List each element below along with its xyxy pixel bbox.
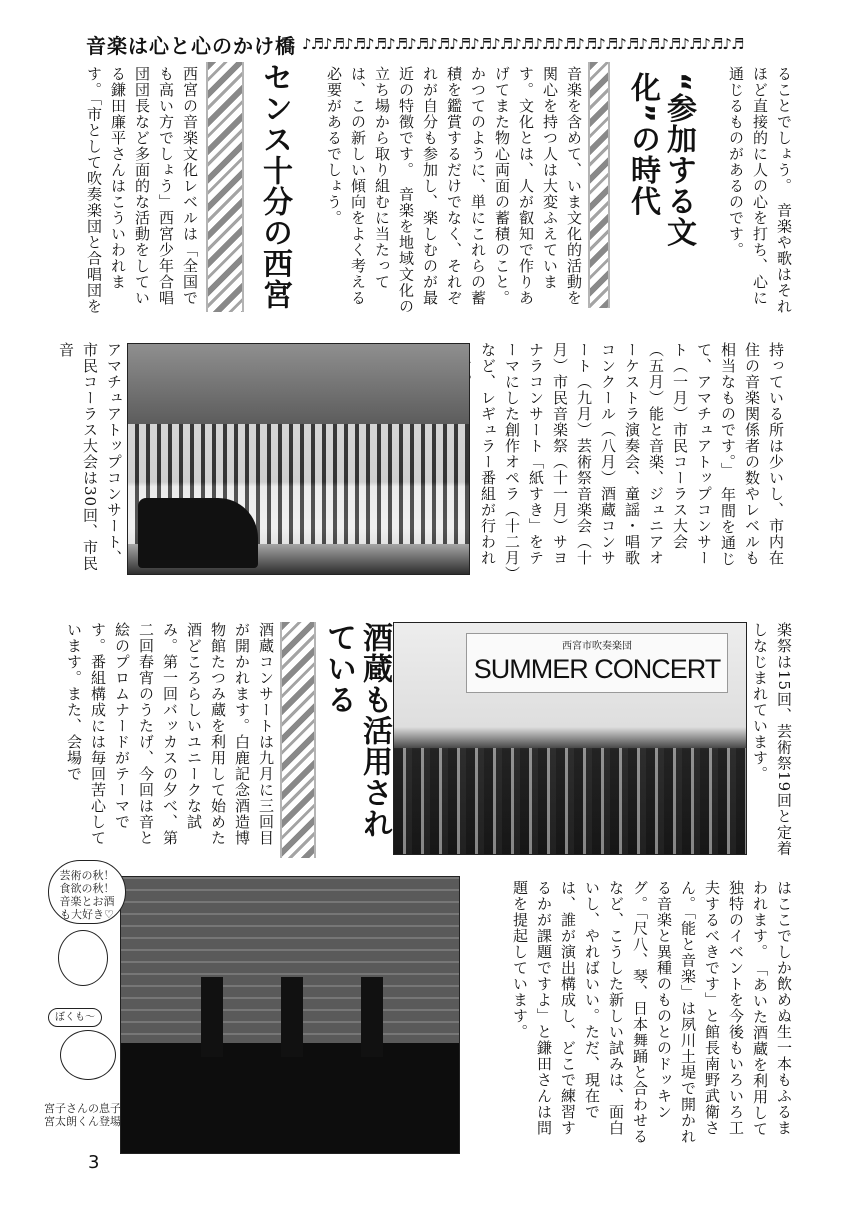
- speech-bubble: 芸術の秋！食欲の秋！音楽とお酒も大好き♡: [48, 860, 126, 924]
- page-number: 3: [88, 1152, 100, 1173]
- banner-title: SUMMER CONCERT: [473, 654, 721, 684]
- section3-heading: 酒蔵も活用されている: [321, 622, 392, 839]
- section1-lead-text: ることでしょう。 音楽や歌はそれほど直接的に人の心を打ち、心に通じるものがあるのです。: [727, 66, 793, 315]
- cartoon-child-icon: [60, 1030, 116, 1080]
- series-title: 音楽は心と心のかけ橋: [86, 33, 296, 58]
- sakagura-concert-photo: [120, 876, 460, 1154]
- section2-decorative-band: [206, 62, 244, 312]
- section1-decorative-band: [588, 62, 610, 308]
- concert-banner: [466, 633, 728, 693]
- section3-body-text: 酒蔵コンサートは九月に三回目が開かれます。白鹿記念酒造博物館たつみ蔵を利用して始めた酒どころらしいユニークな試み。第一回バッカスの夕べ、第二回春宵のうたげ、今回は音と絵のプロムナードがテーマです。番組構成には毎回苦心しています。また、会場で: [65, 622, 275, 846]
- music-notes-decoration: ♪♬♪♬♪♬♪♬♪♬♪♬♪♬♪♬♪♬♪♬♪♬♪♬♪♬♪♬♪♬♪♬♪♬♪♬♪♬♪♬♪♬: [302, 35, 744, 53]
- section3-body-continued: はここでしか飲めぬ生一本もふるまわれます。 「あいた酒蔵を利用して独特のイベントを今後もいろいろ工夫するべきです」と館長南野武衛さん。「能と音楽」は夙川土堤で開かれる音楽と異種のものとのドッキング。「尺八、琴、日本舞踊と合わせるなど、こうした新しい試みは、面白いし、やればいい。ただ、現在では、誰が演出構成し、どこで練習するかが課題ですよ」と鎌田さんは問題を提起しています。: [511, 880, 793, 1145]
- banner-subtitle: 西宮市吹奏楽団: [562, 641, 632, 652]
- doodle-caption: 宮子さんの息子 宮太朗くん登場: [44, 1102, 121, 1128]
- section1-body-text: 音楽を含めて、いま文化的活動を関心を持つ人は大変ふえています。文化とは、人が叡知で作りあげてまた物心両面の蓄積のこと。かつてのように、単にこれらの蓄積を鑑賞するだけでなく、それぞれが自分も参加し、楽しむのが最近の特徴です。 音楽を地域文化の立ち場から取り組むに当たっては、この新しい傾向をよく考える必要があるでしょう。: [325, 66, 583, 315]
- child-speech-tag: ぼくも〜: [48, 1008, 102, 1027]
- section2-body-text: 西宮の音楽文化レベルは「全国でも高い方でしょう」西宮少年合唱団団長など多面的な活動をしている鎌田廉平さんはこういわれます。「市として吹奏楽団と合唱団を: [85, 66, 199, 315]
- cartoon-face-icon: [58, 930, 108, 986]
- section3-lead-text: 楽祭は15回、芸術祭19回と定着しなじまれています。: [751, 622, 793, 857]
- section1-heading: “参加する文化”の時代: [625, 72, 696, 248]
- section2-body-continued-2: アマチュアトップコンサート、市民コーラス大会は30回、市民音: [57, 342, 123, 572]
- section2-body-continued: 持っている所は少いし、市内在住の音楽関係者の数やレベルも相当なものです。」 年間を通じて、アマチュアトップコンサート（一月）市民コーラス大会（五月）能と音楽、ジュニアオーケストラ演奏会、童謡・唱歌コンクール（八月）酒蔵コンサート（九月）芸術祭音楽会（十月）市民音楽祭（十一月）サヨナラコンサート「紙すき」をテーマにした創作オペラ（十二月）など、レギュラー番組が行われ: [479, 342, 785, 575]
- summer-concert-photo: [393, 622, 747, 855]
- section2-heading: センス十分の西宮: [257, 62, 292, 310]
- section3-decorative-band: [280, 622, 316, 858]
- page-header: [86, 30, 846, 58]
- choir-photo: [127, 343, 470, 575]
